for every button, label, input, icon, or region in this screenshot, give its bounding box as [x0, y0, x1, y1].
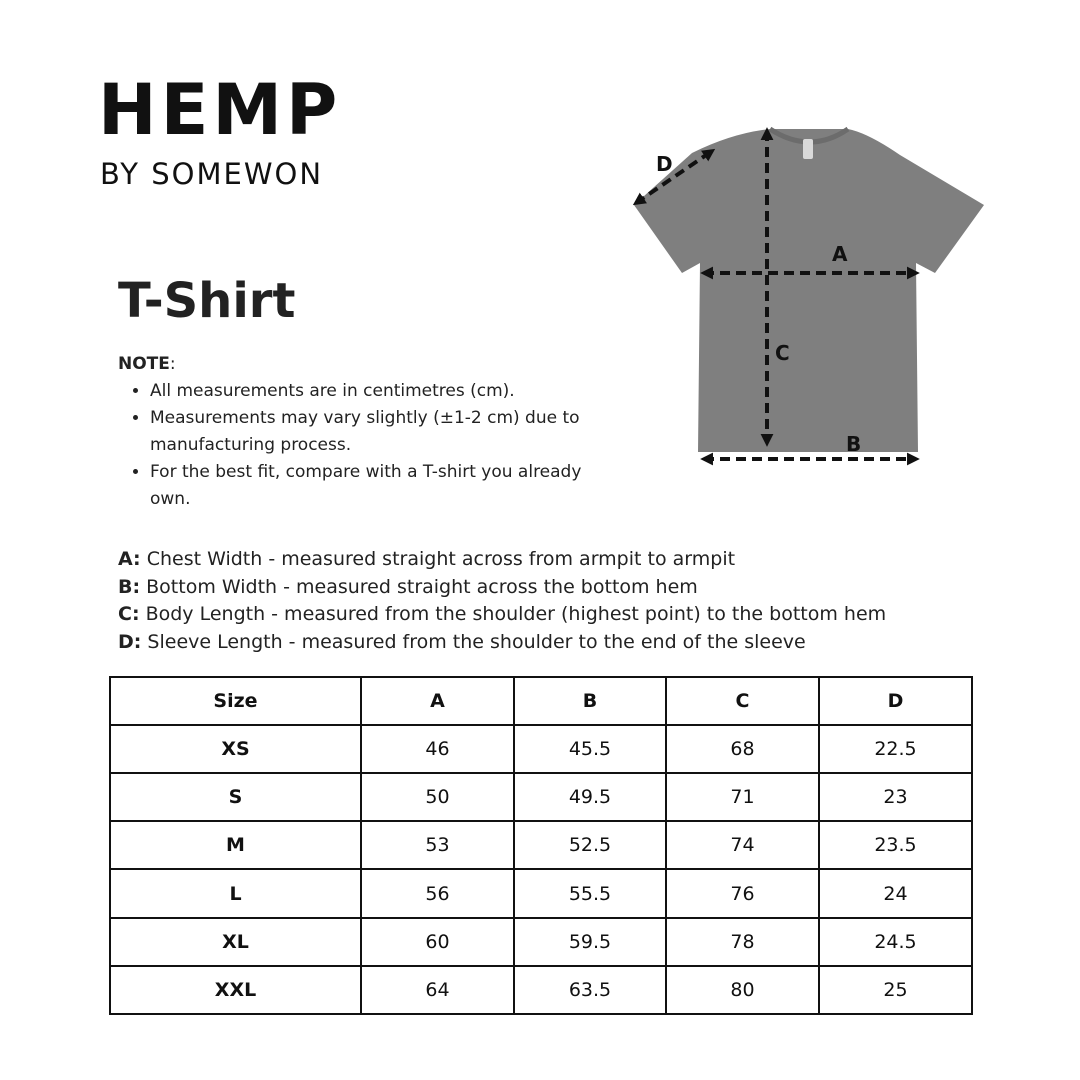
table-row: [110, 821, 972, 869]
note-heading-label: NOTE: [118, 354, 170, 374]
value-cell: 50: [361, 773, 514, 821]
value-cell: 49.5: [514, 773, 666, 821]
value-cell: 80: [666, 966, 819, 1014]
brand-logo: [98, 69, 368, 194]
header-d: D: [819, 677, 972, 725]
size-cell: S: [110, 773, 361, 821]
label-a: A: [832, 242, 848, 266]
value-cell: 52.5: [514, 821, 666, 869]
value-cell: 64: [361, 966, 514, 1014]
measurement-legend: [118, 546, 1018, 656]
value-cell: 59.5: [514, 918, 666, 966]
legend-text: Bottom Width - measured straight across the bottom hem: [140, 575, 698, 598]
value-cell: 68: [666, 725, 819, 773]
table-row: [110, 773, 972, 821]
note-heading: NOTE:: [118, 354, 176, 374]
value-cell: 24.5: [819, 918, 972, 966]
value-cell: 25: [819, 966, 972, 1014]
legend-row-a: [118, 546, 1018, 574]
legend-key: A:: [118, 548, 141, 570]
value-cell: 24: [819, 869, 972, 917]
size-cell: M: [110, 821, 361, 869]
value-cell: 56: [361, 869, 514, 917]
legend-key: C:: [118, 603, 140, 625]
table-row: [110, 725, 972, 773]
note-list: [118, 378, 610, 513]
size-cell: L: [110, 869, 361, 917]
label-b: B: [846, 432, 862, 456]
table-row: [110, 869, 972, 917]
page-title: T-Shirt: [118, 273, 296, 329]
logo-wordmark: HEMP: [98, 69, 342, 151]
legend-text: Body Length - measured from the shoulder (highest point) to the bottom hem: [139, 603, 887, 625]
value-cell: 76: [666, 869, 819, 917]
value-cell: 23: [819, 773, 972, 821]
size-chart-table: [109, 676, 973, 1015]
header-c: C: [666, 677, 819, 725]
value-cell: 71: [666, 773, 819, 821]
legend-key: B:: [118, 575, 141, 598]
size-cell: XL: [110, 918, 361, 966]
note-item: • All measurements are in centimetres (cm).: [150, 378, 610, 405]
value-cell: 53: [361, 821, 514, 869]
legend-row-d: [118, 629, 1018, 657]
size-cell: XXL: [110, 966, 361, 1014]
value-cell: 60: [361, 918, 514, 966]
value-cell: 78: [666, 918, 819, 966]
legend-text: Sleeve Length - measured from the shoulder to the end of the sleeve: [141, 630, 806, 653]
label-c: C: [775, 341, 790, 365]
label-d: D: [656, 152, 673, 176]
value-cell: 74: [666, 821, 819, 869]
value-cell: 63.5: [514, 966, 666, 1014]
tshirt-tag: [803, 139, 813, 159]
tshirt-diagram: [620, 115, 1000, 475]
value-cell: 23.5: [819, 821, 972, 869]
header-a: A: [361, 677, 514, 725]
header-b: B: [514, 677, 666, 725]
table-row: [110, 918, 972, 966]
note-item: • Measurements may vary slightly (±1-2 cm) due to manufacturing process.: [150, 405, 610, 459]
legend-row-c: [118, 601, 1018, 629]
logo-tagline: BY SOMEWON: [100, 157, 324, 191]
table-row: [110, 966, 972, 1014]
legend-text: Chest Width - measured straight across from armpit to armpit: [140, 548, 736, 570]
note-item: • For the best fit, compare with a T-shirt you already own.: [150, 459, 610, 513]
legend-row-b: [118, 574, 1018, 602]
header-size: Size: [110, 677, 361, 725]
value-cell: 46: [361, 725, 514, 773]
value-cell: 22.5: [819, 725, 972, 773]
legend-key: D:: [118, 630, 142, 653]
table-header-row: [110, 677, 972, 725]
value-cell: 45.5: [514, 725, 666, 773]
tshirt-shape: [634, 129, 984, 452]
size-cell: XS: [110, 725, 361, 773]
value-cell: 55.5: [514, 869, 666, 917]
